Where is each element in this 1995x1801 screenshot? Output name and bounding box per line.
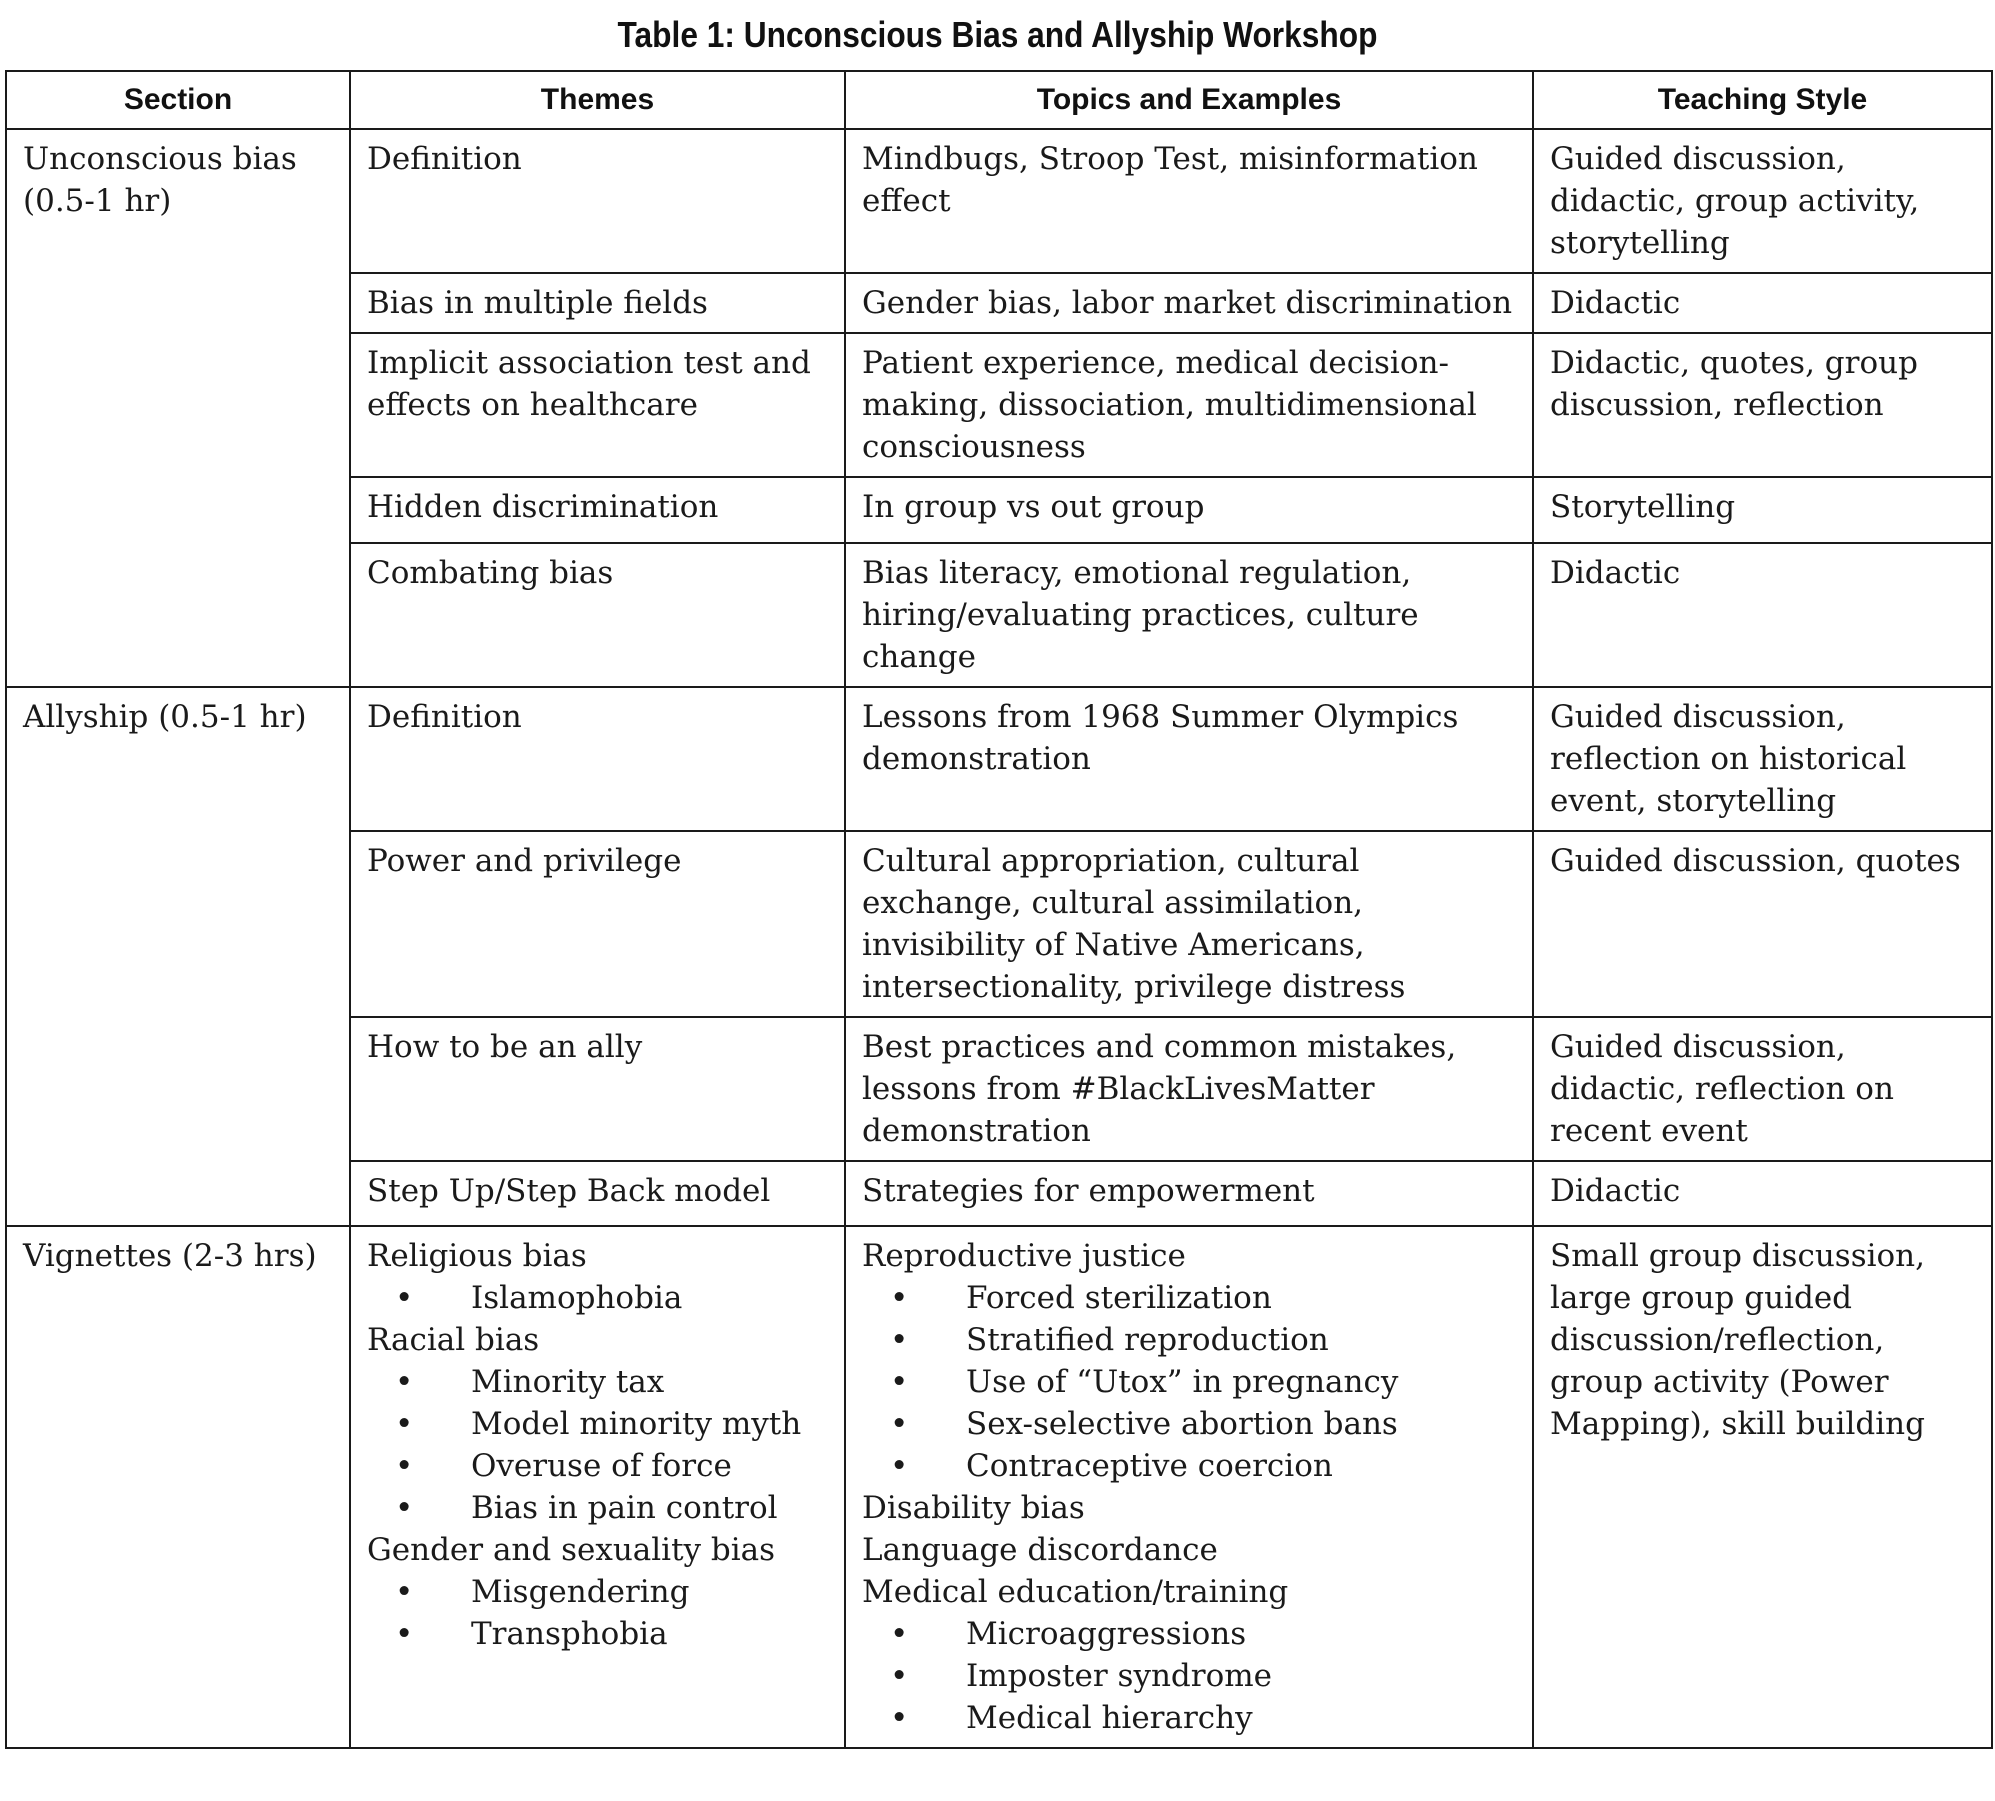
theme-cell: Power and privilege <box>350 831 845 1017</box>
style-cell: Guided discussion, didactic, group activity, storytelling <box>1533 129 1992 273</box>
column-header-teaching-style: Teaching Style <box>1533 71 1992 129</box>
table-row <box>6 687 1992 831</box>
theme-cell: How to be an ally <box>350 1017 845 1161</box>
bullet-item: • Imposter syndrome <box>862 1655 1516 1697</box>
bullet-item: • Bias in pain control <box>367 1487 828 1529</box>
style-cell: Didactic, quotes, group discussion, reflection <box>1533 333 1992 477</box>
table-row <box>6 129 1992 273</box>
theme-cell: Combating bias <box>350 543 845 687</box>
style-cell: Didactic <box>1533 543 1992 687</box>
bullet-item: • Stratified reproduction <box>862 1319 1516 1361</box>
bullet-item: • Microaggressions <box>862 1613 1516 1655</box>
bullet-item: • Sex-selective abortion bans <box>862 1403 1516 1445</box>
column-header-themes: Themes <box>350 71 845 129</box>
style-cell: Didactic <box>1533 273 1992 333</box>
bullet-item: • Transphobia <box>367 1613 828 1655</box>
theme-group-heading: Religious bias <box>367 1238 587 1274</box>
topics-cell: Bias literacy, emotional regulation, hiring/evaluating practices, culture change <box>845 543 1533 687</box>
column-header-section: Section <box>6 71 350 129</box>
topic-group-heading: Disability bias <box>862 1490 1085 1526</box>
bullet-item: • Use of “Utox” in pregnancy <box>862 1361 1516 1403</box>
style-cell: Storytelling <box>1533 477 1992 543</box>
theme-cell: Implicit association test and effects on healthcare <box>350 333 845 477</box>
bullet-item: • Model minority myth <box>367 1403 828 1445</box>
bullet-item: • Forced sterilization <box>862 1277 1516 1319</box>
style-cell: Guided discussion, reflection on historical event, storytelling <box>1533 687 1992 831</box>
workshop-table <box>5 70 1993 1749</box>
column-header-topics: Topics and Examples <box>845 71 1533 129</box>
style-cell: Didactic <box>1533 1161 1992 1226</box>
theme-cell: Bias in multiple fields <box>350 273 845 333</box>
style-cell: Guided discussion, didactic, reflection on recent event <box>1533 1017 1992 1161</box>
section-cell-unconscious-bias: Unconscious bias (0.5-1 hr) <box>6 129 350 687</box>
topics-cell: Patient experience, medical decision-making, dissociation, multidimensional consciousness <box>845 333 1533 477</box>
table-row <box>6 1226 1992 1748</box>
topics-cell: Cultural appropriation, cultural exchange, cultural assimilation, invisibility of Native Americans, intersectionality, privilege distress <box>845 831 1533 1017</box>
header-row <box>6 71 1992 129</box>
topics-cell: Mindbugs, Stroop Test, misinformation effect <box>845 129 1533 273</box>
topics-cell: Lessons from 1968 Summer Olympics demonstration <box>845 687 1533 831</box>
theme-group-heading: Racial bias <box>367 1322 540 1358</box>
theme-cell: Hidden discrimination <box>350 477 845 543</box>
bullet-item: • Overuse of force <box>367 1445 828 1487</box>
theme-cell: Step Up/Step Back model <box>350 1161 845 1226</box>
theme-group-heading: Gender and sexuality bias <box>367 1532 776 1568</box>
table-caption: Table 1: Unconscious Bias and Allyship Workshop <box>617 14 1378 55</box>
topics-cell: Best practices and common mistakes, lessons from #BlackLivesMatter demonstration <box>845 1017 1533 1161</box>
bullet-item: • Islamophobia <box>367 1277 828 1319</box>
bullet-item: • Misgendering <box>367 1571 828 1613</box>
topic-group-heading: Medical education/training <box>862 1574 1289 1610</box>
bullet-item: • Contraceptive coercion <box>862 1445 1516 1487</box>
topics-cell: Gender bias, labor market discrimination <box>845 273 1533 333</box>
topic-group-heading: Language discordance <box>862 1532 1218 1568</box>
bullet-item: • Medical hierarchy <box>862 1697 1516 1739</box>
bullet-item: • Minority tax <box>367 1361 828 1403</box>
vignette-topics-cell <box>845 1226 1533 1748</box>
theme-cell: Definition <box>350 129 845 273</box>
style-cell: Small group discussion, large group guided discussion/reflection, group activity (Power Mapping), skill building <box>1533 1226 1992 1748</box>
section-cell-vignettes: Vignettes (2-3 hrs) <box>6 1226 350 1748</box>
topic-group-heading: Reproductive justice <box>862 1238 1186 1274</box>
theme-cell: Definition <box>350 687 845 831</box>
style-cell: Guided discussion, quotes <box>1533 831 1992 1017</box>
topics-cell: Strategies for empowerment <box>845 1161 1533 1226</box>
section-cell-allyship: Allyship (0.5-1 hr) <box>6 687 350 1226</box>
topics-cell: In group vs out group <box>845 477 1533 543</box>
vignette-themes-cell <box>350 1226 845 1748</box>
